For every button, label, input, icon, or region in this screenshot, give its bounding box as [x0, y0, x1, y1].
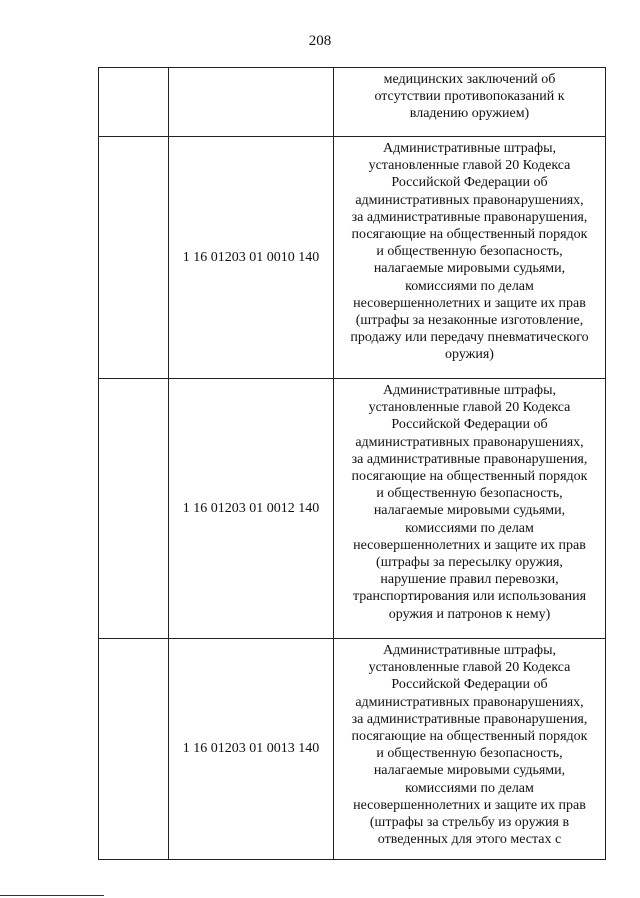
empty-cell — [99, 379, 169, 639]
budget-code-cell: 1 16 01203 01 0010 140 — [169, 137, 334, 379]
description-cell: Административные штрафы, установленные главой 20 Кодекса Российской Федерации об административных правонарушениях, за административные правонарушения, посягающие на общественный порядок и общественную безопасность, налагаемые мировыми судьями, комиссиями по делам несовершеннолетних и защите их прав (штрафы за пересылку оружия, нарушение правил перевозки, транспортирования или использования оружия и патронов к нему) — [334, 379, 606, 639]
page-number: 208 — [308, 33, 332, 49]
empty-cell — [99, 68, 169, 137]
budget-code-cell: 1 16 01203 01 0013 140 — [169, 639, 334, 860]
empty-cell — [99, 137, 169, 379]
table-row — [99, 137, 606, 379]
budget-code-cell — [169, 68, 334, 137]
description-cell: Административные штрафы, установленные главой 20 Кодекса Российской Федерации об административных правонарушениях, за административные правонарушения, посягающие на общественный порядок и общественную безопасность, налагаемые мировыми судьями, комиссиями по делам несовершеннолетних и защите их прав (штрафы за стрельбу из оружия в отведенных для этого местах с — [334, 639, 606, 860]
budget-code-cell: 1 16 01203 01 0012 140 — [169, 379, 334, 639]
footnote-divider — [0, 895, 104, 896]
fines-table — [98, 67, 606, 860]
table-row — [99, 639, 606, 860]
description-cell: Административные штрафы, установленные главой 20 Кодекса Российской Федерации об административных правонарушениях, за административные правонарушения, посягающие на общественный порядок и общественную безопасность, налагаемые мировыми судьями, комиссиями по делам несовершеннолетних и защите их прав (штрафы за незаконные изготовление, продажу или передачу пневматического оружия) — [334, 137, 606, 379]
description-cell: медицинских заключений об отсутствии противопоказаний к владению оружием) — [334, 68, 606, 137]
empty-cell — [99, 639, 169, 860]
table-row — [99, 68, 606, 137]
table-row — [99, 379, 606, 639]
